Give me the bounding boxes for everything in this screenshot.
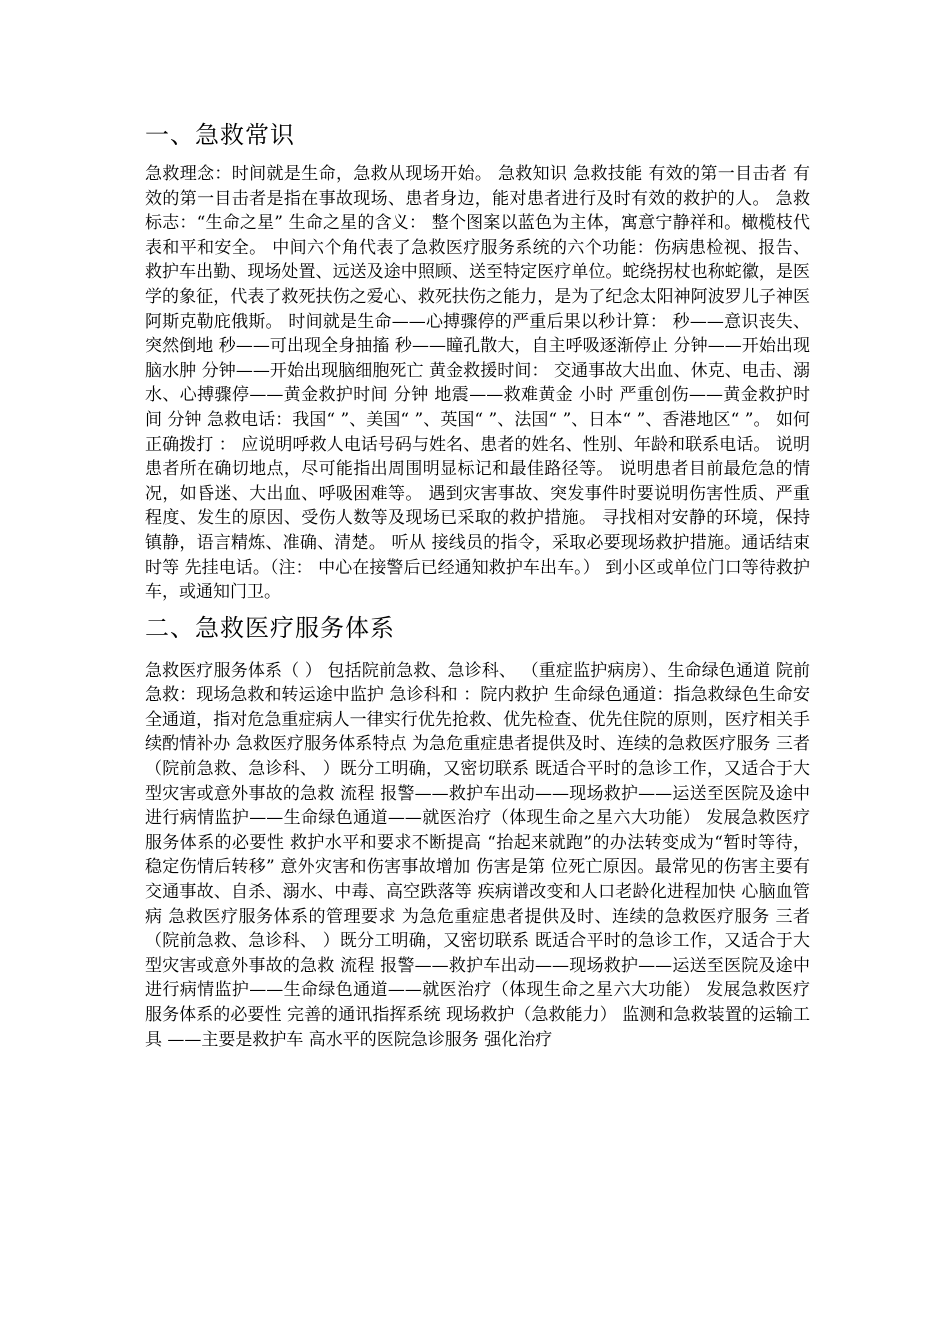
section-body-ems-system: 急救医疗服务体系（ ） 包括院前急救、急诊科、 （重症监护病房）、生命绿色通道 院前急救：现场急救和转运途中监护 急诊科和 ：院内救护 生命绿色通道：指急救绿色生命安全通道，指对危急重症病人一律实行优先抢救、优先检查、优先住院的原则，医疗相关手续酌情补办 急救医疗服务体系特点 为急危重症患者提供及时、连续的急救医疗服务 三者（院前急救、急诊科、 ）既分工明确，又密切联系 既适合平时的急诊工作，又适合于大型灾害或意外事故的急救 流程 报警——救护车出动——现场救护——运送至医院及途中进行病情监护——生命绿色通道——就医治疗（体现生命之星六大功能） 发展急救医疗服务体系的必要性 救护水平和要求不断提高 “抬起来就跑”的办法转变成为“暂时等待，稳定伤情后转移” 意外灾害和伤害事故增加 伤害是第 位死亡原因。最常见的伤害主要有交通事故、自杀、溺水、中毒、高空跌落等 疾病谱改变和人口老龄化进程加快 心脑血管病 急救医疗服务体系的管理要求 为急危重症患者提供及时、连续的急救医疗服务 三者（院前急救、急诊科、 ）既分工明确，又密切联系 既适合平时的急诊工作，又适合于大型灾害或意外事故的急救 流程 报警——救护车出动——现场救护——运送至医院及途中进行病情监护——生命绿色通道——就医治疗（体现生命之星六大功能） 发展急救医疗服务体系的必要性 完善的通讯指挥系统 现场救护（急救能力） 监测和急救装置的运输工具 ——主要是救护车 高水平的医院急诊服务 强化治疗 — [145, 660, 810, 1050]
document-page — [145, 118, 810, 1052]
section-body-first-aid-basics: 急救理念：时间就是生命，急救从现场开始。 急救知识 急救技能 有效的第一目击者 有效的第一目击者是指在事故现场、患者身边，能对患者进行及时有效的救护的人。 急救标志：“生命之星” 生命之星的含义： 整个图案以蓝色为主体，寓意宁静祥和。橄榄枝代表和平和安全。 中间六个角代表了急救医疗服务系统的六个功能：伤病患检视、报告、救护车出勤、现场处置、远送及途中照顾、送至特定医疗单位。蛇绕拐杖也称蛇徽，是医学的象征，代表了救死扶伤之爱心、救死扶伤之能力，是为了纪念太阳神阿波罗儿子神医阿斯克勒庇俄斯。 时间就是生命——心搏骤停的严重后果以秒计算： 秒——意识丧失、突然倒地 秒——可出现全身抽搐 秒——瞳孔散大，自主呼吸逐渐停止 分钟——开始出现脑水肿 分钟——开始出现脑细胞死亡 黄金救援时间： 交通事故大出血、休克、电击、溺水、心搏骤停——黄金救护时间 分钟 地震——救难黄金 小时 严重创伤——黄金救护时间 分钟 急救电话：我国“ ”、美国“ ”、英国“ ”、法国“ ”、日本“ ”、香港地区“ ”。 如何正确拨打 ： 应说明呼救人电话号码与姓名、患者的姓名、性别、年龄和联系电话。 说明患者所在确切地点，尽可能指出周围明显标记和最佳路径等。 说明患者目前最危急的情况，如昏迷、大出血、呼吸困难等。 遇到灾害事故、突发事件时要说明伤害性质、严重程度、发生的原因、受伤人数等及现场已采取的救护措施。 寻找相对安静的环境，保持镇静，语言精炼、准确、清楚。 听从 接线员的指令，采取必要现场救护措施。通话结束时等 先挂电话。（注： 中心在接警后已经通知救护车出车。） 到小区或单位门口等待救护车，或通知门卫。 — [145, 164, 810, 603]
section-heading-ems-system: 二、急救医疗服务体系 — [145, 613, 395, 642]
section-heading-first-aid-basics: 一、急救常识 — [145, 121, 295, 149]
